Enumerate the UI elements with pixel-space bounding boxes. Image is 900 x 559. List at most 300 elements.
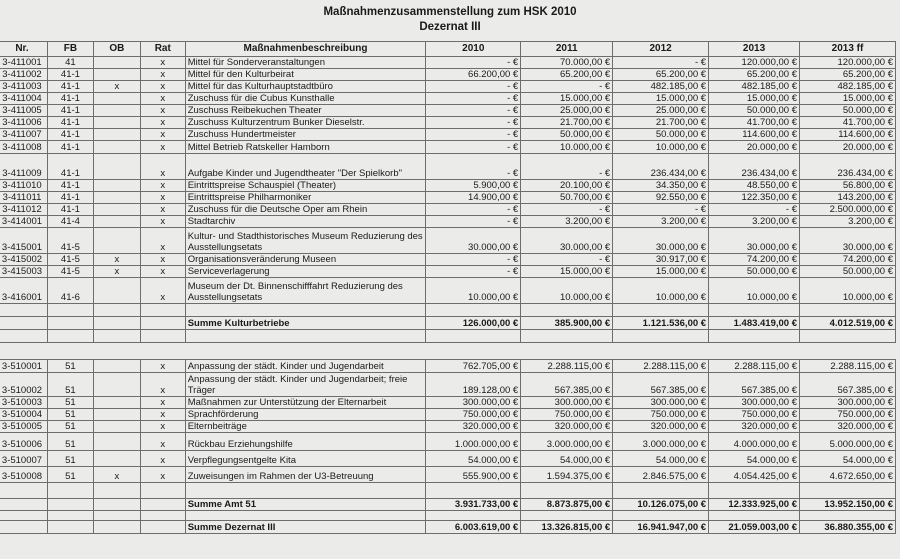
table-row (0, 81, 896, 93)
cell-rat (140, 483, 185, 499)
header-ob: OB (93, 42, 140, 57)
cell-ob (93, 343, 140, 360)
cell-2011: 54.000,00 € (521, 451, 613, 467)
cell-2010: 1.000.000,00 € (426, 433, 521, 451)
cell-nr: 3-411004 (0, 93, 47, 105)
cell-rat (140, 330, 185, 343)
cell-ob (93, 421, 140, 433)
cell-2012: 10.000,00 € (613, 141, 709, 154)
cell-2013ff: 114.600,00 € (800, 129, 896, 141)
cell-nr: 3-416001 (0, 278, 47, 304)
header-2012: 2012 (613, 42, 709, 57)
cell-2013: 12.333.925,00 € (709, 499, 800, 511)
cell-ob (93, 154, 140, 180)
cell-nr: 3-411011 (0, 192, 47, 204)
cell-2011: 8.873.875,00 € (521, 499, 613, 511)
cell-fb: 51 (47, 397, 93, 409)
cell-ob (93, 330, 140, 343)
cell-2010: 126.000,00 € (426, 317, 521, 330)
cell-nr: 3-411001 (0, 57, 47, 69)
cell-2011: 25.000,00 € (521, 105, 613, 117)
cell-fb: 41-5 (47, 254, 93, 266)
cell-2010: 54.000,00 € (426, 451, 521, 467)
cell-description: Rückbau Erziehungshilfe (185, 433, 426, 451)
cell-2011: 21.700,00 € (521, 117, 613, 129)
cell-2013: 74.200,00 € (709, 254, 800, 266)
cell-2010: 66.200,00 € (426, 69, 521, 81)
cell-ob (93, 304, 140, 317)
cell-ob (93, 521, 140, 534)
spacer-row (0, 343, 896, 360)
cell-nr (0, 483, 47, 499)
table-row (0, 467, 896, 483)
cell-description: Organisationsveränderung Museen (185, 254, 426, 266)
cell-description: Zuweisungen im Rahmen der U3-Betreuung (185, 467, 426, 483)
cell-ob (93, 373, 140, 397)
cell-2012: 3.000.000,00 € (613, 433, 709, 451)
table-row (0, 117, 896, 129)
document-title: Maßnahmenzusammenstellung zum HSK 2010 (323, 6, 577, 18)
cell-2010 (426, 304, 521, 317)
cell-fb: 51 (47, 467, 93, 483)
cell-2010: - € (426, 154, 521, 180)
cell-2011: 10.000,00 € (521, 141, 613, 154)
cell-nr: 3-510007 (0, 451, 47, 467)
cell-2010: - € (426, 129, 521, 141)
cell-2012 (613, 343, 709, 360)
cell-2011: 70.000,00 € (521, 57, 613, 69)
cell-2013: 320.000,00 € (709, 421, 800, 433)
table-row (0, 228, 896, 254)
cell-2010: - € (426, 254, 521, 266)
cell-2010: - € (426, 141, 521, 154)
cell-2013: - € (709, 204, 800, 216)
cell-ob (93, 105, 140, 117)
cell-2012 (613, 304, 709, 317)
cell-2013 (709, 511, 800, 521)
cell-2011 (521, 343, 613, 360)
cell-fb: 41-1 (47, 93, 93, 105)
cell-2013ff: 15.000,00 € (800, 93, 896, 105)
cell-2012 (613, 330, 709, 343)
cell-ob: x (93, 467, 140, 483)
cell-rat: x (140, 254, 185, 266)
table-header-row (0, 42, 896, 57)
cell-2011: 13.326.815,00 € (521, 521, 613, 534)
cell-rat (140, 511, 185, 521)
cell-description: Eintrittspreise Schauspiel (Theater) (185, 180, 426, 192)
cell-rat: x (140, 105, 185, 117)
cell-2013: 236.434,00 € (709, 154, 800, 180)
cell-ob (93, 397, 140, 409)
cell-2011 (521, 304, 613, 317)
cell-2011: 1.594.375,00 € (521, 467, 613, 483)
cell-2013: 750.000,00 € (709, 409, 800, 421)
cell-2012: 10.126.075,00 € (613, 499, 709, 511)
cell-2012: 15.000,00 € (613, 93, 709, 105)
cell-2013ff (800, 511, 896, 521)
cell-ob (93, 278, 140, 304)
cell-nr: 3-411009 (0, 154, 47, 180)
cell-2013ff (800, 343, 896, 360)
table-row (0, 397, 896, 409)
cell-2013: 1.483.419,00 € (709, 317, 800, 330)
cell-fb: 51 (47, 433, 93, 451)
cell-2012: 236.434,00 € (613, 154, 709, 180)
cell-2010: 300.000,00 € (426, 397, 521, 409)
cell-ob (93, 317, 140, 330)
table-row (0, 254, 896, 266)
cell-fb: 41-1 (47, 141, 93, 154)
cell-fb (47, 511, 93, 521)
cell-nr: 3-411005 (0, 105, 47, 117)
cell-rat (140, 521, 185, 534)
cell-2013ff: 36.880.355,00 € (800, 521, 896, 534)
cell-rat: x (140, 216, 185, 228)
cell-2011: 20.100,00 € (521, 180, 613, 192)
cell-rat (140, 499, 185, 511)
cell-rat (140, 304, 185, 317)
cell-nr: 3-411002 (0, 69, 47, 81)
cell-2013ff: 30.000,00 € (800, 228, 896, 254)
measures-table (0, 41, 896, 534)
cell-2012: 2.846.575,00 € (613, 467, 709, 483)
cell-2011 (521, 511, 613, 521)
cell-fb (47, 304, 93, 317)
cell-rat: x (140, 192, 185, 204)
cell-nr: 3-510004 (0, 409, 47, 421)
table-row (0, 129, 896, 141)
cell-ob (93, 129, 140, 141)
cell-2013ff: 300.000,00 € (800, 397, 896, 409)
cell-2012: 34.350,00 € (613, 180, 709, 192)
cell-2013ff: 56.800,00 € (800, 180, 896, 192)
cell-ob (93, 204, 140, 216)
cell-2012: 482.185,00 € (613, 81, 709, 93)
table-row (0, 57, 896, 69)
cell-fb: 41-4 (47, 216, 93, 228)
cell-2010: 14.900,00 € (426, 192, 521, 204)
cell-2013ff: 74.200,00 € (800, 254, 896, 266)
cell-2013ff: 320.000,00 € (800, 421, 896, 433)
cell-description: Summe Kulturbetriebe (185, 317, 426, 330)
cell-2013ff: 750.000,00 € (800, 409, 896, 421)
cell-rat: x (140, 141, 185, 154)
cell-fb: 41-1 (47, 129, 93, 141)
cell-2011: 3.200,00 € (521, 216, 613, 228)
cell-ob (93, 483, 140, 499)
cell-fb: 41-6 (47, 278, 93, 304)
table-row (0, 192, 896, 204)
cell-2013ff: 65.200,00 € (800, 69, 896, 81)
cell-fb: 41 (47, 57, 93, 69)
cell-2013ff (800, 304, 896, 317)
cell-nr (0, 521, 47, 534)
cell-2013ff: 20.000,00 € (800, 141, 896, 154)
cell-nr: 3-411010 (0, 180, 47, 192)
cell-nr: 3-510006 (0, 433, 47, 451)
cell-2010: 3.931.733,00 € (426, 499, 521, 511)
cell-2013ff: 3.200,00 € (800, 216, 896, 228)
cell-fb: 51 (47, 421, 93, 433)
cell-rat: x (140, 433, 185, 451)
cell-2013: 122.350,00 € (709, 192, 800, 204)
cell-fb: 41-1 (47, 81, 93, 93)
cell-rat: x (140, 451, 185, 467)
cell-rat: x (140, 93, 185, 105)
cell-fb (47, 330, 93, 343)
cell-fb: 41-5 (47, 228, 93, 254)
cell-nr: 3-510002 (0, 373, 47, 397)
cell-2011: 3.000.000,00 € (521, 433, 613, 451)
cell-fb (47, 499, 93, 511)
cell-2013: 482.185,00 € (709, 81, 800, 93)
cell-2011: 30.000,00 € (521, 228, 613, 254)
cell-2011: 385.900,00 € (521, 317, 613, 330)
cell-description (185, 304, 426, 317)
cell-2013ff: 482.185,00 € (800, 81, 896, 93)
cell-description: Museum der Dt. Binnenschifffahrt Reduzierung des Ausstellungsetats (185, 278, 426, 304)
cell-ob (93, 192, 140, 204)
cell-description: Mittel für Sonderveranstaltungen (185, 57, 426, 69)
cell-nr: 3-411007 (0, 129, 47, 141)
cell-description: Mittel für den Kulturbeirat (185, 69, 426, 81)
cell-2013: 2.288.115,00 € (709, 360, 800, 373)
cell-fb (47, 317, 93, 330)
cell-2013ff: 2.288.115,00 € (800, 360, 896, 373)
cell-2010: 30.000,00 € (426, 228, 521, 254)
header-nr: Nr. (0, 42, 47, 57)
cell-2013: 114.600,00 € (709, 129, 800, 141)
cell-fb: 51 (47, 409, 93, 421)
cell-nr: 3-411012 (0, 204, 47, 216)
cell-2010: - € (426, 117, 521, 129)
cell-2010: - € (426, 204, 521, 216)
cell-2011: 65.200,00 € (521, 69, 613, 81)
cell-rat: x (140, 204, 185, 216)
cell-2012: 92.550,00 € (613, 192, 709, 204)
cell-rat: x (140, 117, 185, 129)
cell-description: Anpassung der städt. Kinder und Jugendarbeit (185, 360, 426, 373)
cell-ob (93, 93, 140, 105)
table-row (0, 360, 896, 373)
cell-2013: 41.700,00 € (709, 117, 800, 129)
cell-fb: 41-5 (47, 266, 93, 278)
table-row (0, 278, 896, 304)
cell-2011 (521, 483, 613, 499)
cell-description (185, 483, 426, 499)
cell-fb (47, 483, 93, 499)
cell-ob (93, 57, 140, 69)
cell-2013 (709, 330, 800, 343)
table-row (0, 511, 896, 521)
cell-2013: 4.054.425,00 € (709, 467, 800, 483)
table-row (0, 154, 896, 180)
sum-row (0, 521, 896, 534)
cell-2012: 320.000,00 € (613, 421, 709, 433)
cell-nr: 3-510005 (0, 421, 47, 433)
cell-description: Mittel Betrieb Ratskeller Hamborn (185, 141, 426, 154)
sum-row (0, 499, 896, 511)
cell-2013ff: 54.000,00 € (800, 451, 896, 467)
cell-description: Zuschuss Hundertmeister (185, 129, 426, 141)
cell-2010 (426, 511, 521, 521)
cell-ob (93, 117, 140, 129)
header-2013: 2013 (709, 42, 800, 57)
table-row (0, 141, 896, 154)
cell-2012: 65.200,00 € (613, 69, 709, 81)
cell-rat: x (140, 373, 185, 397)
cell-2010: - € (426, 105, 521, 117)
cell-2011: 15.000,00 € (521, 93, 613, 105)
table-row (0, 451, 896, 467)
cell-2013: 300.000,00 € (709, 397, 800, 409)
cell-2013: 30.000,00 € (709, 228, 800, 254)
cell-ob (93, 180, 140, 192)
cell-2013ff (800, 483, 896, 499)
cell-description: Anpassung der städt. Kinder und Jugendarbeit; freie Träger (185, 373, 426, 397)
table-row (0, 421, 896, 433)
cell-2013ff: 5.000.000,00 € (800, 433, 896, 451)
cell-2013ff: 4.672.650,00 € (800, 467, 896, 483)
header-description: Maßnahmenbeschreibung (185, 42, 426, 57)
cell-2013ff: 567.385,00 € (800, 373, 896, 397)
cell-ob: x (93, 266, 140, 278)
cell-description: Aufgabe Kinder und Jugendtheater "Der Spielkorb" (185, 154, 426, 180)
cell-2011: 15.000,00 € (521, 266, 613, 278)
table-row (0, 483, 896, 499)
cell-2012: 2.288.115,00 € (613, 360, 709, 373)
cell-2013: 20.000,00 € (709, 141, 800, 154)
cell-rat: x (140, 278, 185, 304)
cell-2013ff: 143.200,00 € (800, 192, 896, 204)
header-fb: FB (47, 42, 93, 57)
cell-2011: - € (521, 81, 613, 93)
cell-description (185, 511, 426, 521)
cell-description (185, 343, 426, 360)
cell-description: Stadtarchiv (185, 216, 426, 228)
cell-2012: 30.000,00 € (613, 228, 709, 254)
cell-description: Sprachförderung (185, 409, 426, 421)
cell-2010: - € (426, 216, 521, 228)
cell-description: Verpflegungsentgelte Kita (185, 451, 426, 467)
cell-2012: 750.000,00 € (613, 409, 709, 421)
cell-nr: 3-415003 (0, 266, 47, 278)
cell-ob (93, 228, 140, 254)
cell-fb: 51 (47, 360, 93, 373)
sum-row (0, 317, 896, 330)
cell-2013: 50.000,00 € (709, 266, 800, 278)
cell-2012 (613, 483, 709, 499)
cell-nr: 3-411006 (0, 117, 47, 129)
cell-2011: - € (521, 254, 613, 266)
cell-rat (140, 343, 185, 360)
cell-rat: x (140, 266, 185, 278)
table-row (0, 93, 896, 105)
cell-nr: 3-510003 (0, 397, 47, 409)
cell-2013: 10.000,00 € (709, 278, 800, 304)
cell-nr: 3-411003 (0, 81, 47, 93)
cell-2012: 21.700,00 € (613, 117, 709, 129)
cell-fb: 51 (47, 451, 93, 467)
cell-2013: 3.200,00 € (709, 216, 800, 228)
cell-nr (0, 499, 47, 511)
cell-2012: 30.917,00 € (613, 254, 709, 266)
cell-fb: 41-1 (47, 69, 93, 81)
table-row (0, 373, 896, 397)
cell-fb: 51 (47, 373, 93, 397)
cell-ob: x (93, 81, 140, 93)
cell-2013: 48.550,00 € (709, 180, 800, 192)
cell-2010: 750.000,00 € (426, 409, 521, 421)
cell-2012: 1.121.536,00 € (613, 317, 709, 330)
cell-description: Zuschuss für die Cubus Kunsthalle (185, 93, 426, 105)
cell-nr: 3-411008 (0, 141, 47, 154)
cell-rat: x (140, 81, 185, 93)
header-2013ff: 2013 ff (800, 42, 896, 57)
cell-2013ff: 120.000,00 € (800, 57, 896, 69)
cell-2013: 65.200,00 € (709, 69, 800, 81)
cell-fb: 41-1 (47, 180, 93, 192)
cell-fb: 41-1 (47, 117, 93, 129)
cell-nr (0, 317, 47, 330)
cell-2012: - € (613, 204, 709, 216)
cell-2012: 567.385,00 € (613, 373, 709, 397)
cell-2011: 320.000,00 € (521, 421, 613, 433)
cell-2012: 50.000,00 € (613, 129, 709, 141)
cell-2013 (709, 483, 800, 499)
cell-ob (93, 360, 140, 373)
cell-description: Summe Dezernat III (185, 521, 426, 534)
cell-2013ff (800, 330, 896, 343)
cell-2013ff: 50.000,00 € (800, 105, 896, 117)
cell-description: Maßnahmen zur Unterstützung der Elternarbeit (185, 397, 426, 409)
cell-2012: 300.000,00 € (613, 397, 709, 409)
table-body (0, 57, 896, 534)
cell-ob (93, 69, 140, 81)
cell-fb: 41-1 (47, 154, 93, 180)
cell-2011: 50.700,00 € (521, 192, 613, 204)
cell-description: Eintrittspreise Philharmoniker (185, 192, 426, 204)
cell-rat: x (140, 57, 185, 69)
cell-description: Elternbeiträge (185, 421, 426, 433)
table-row (0, 304, 896, 317)
cell-ob (93, 409, 140, 421)
cell-nr: 3-415002 (0, 254, 47, 266)
cell-description: Zuschuss Kulturzentrum Bunker Dieselstr. (185, 117, 426, 129)
cell-nr (0, 343, 47, 360)
table-row (0, 180, 896, 192)
cell-2010: 320.000,00 € (426, 421, 521, 433)
cell-2010: 10.000,00 € (426, 278, 521, 304)
cell-rat: x (140, 409, 185, 421)
cell-fb (47, 343, 93, 360)
cell-2013: 54.000,00 € (709, 451, 800, 467)
cell-2012 (613, 511, 709, 521)
cell-ob (93, 216, 140, 228)
cell-rat: x (140, 228, 185, 254)
cell-2012: 54.000,00 € (613, 451, 709, 467)
cell-2011: 50.000,00 € (521, 129, 613, 141)
cell-2011: - € (521, 154, 613, 180)
cell-2013ff: 4.012.519,00 € (800, 317, 896, 330)
cell-rat: x (140, 69, 185, 81)
cell-2010: 5.900,00 € (426, 180, 521, 192)
cell-description: Zuschuss Reibekuchen Theater (185, 105, 426, 117)
cell-fb (47, 521, 93, 534)
cell-2010 (426, 330, 521, 343)
cell-2013ff: 236.434,00 € (800, 154, 896, 180)
